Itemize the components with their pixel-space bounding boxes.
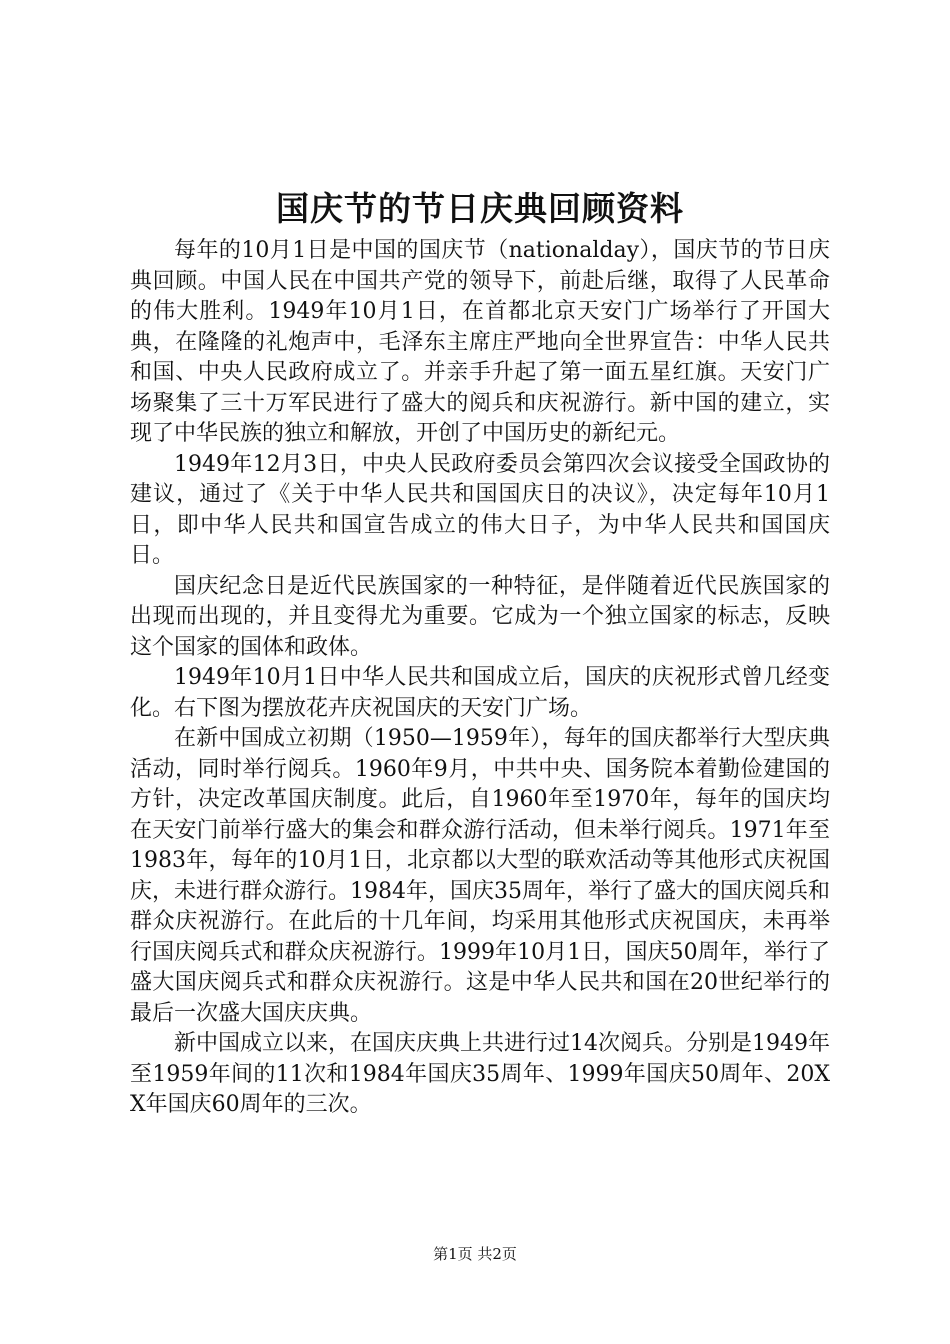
paragraph-4: 1949年10月1日中华人民共和国成立后，国庆的庆祝形式曾几经变化。右下图为摆放花卉庆祝国庆的天安门广场。 bbox=[130, 665, 830, 721]
document-page bbox=[130, 186, 830, 1121]
paragraph-2: 1949年12月3日，中央人民政府委员会第四次会议接受全国政协的建议，通过了《关于中华人民共和国国庆日的决议》，决定每年10月1日，即中华人民共和国宣告成立的伟大日子，为中华人民共和国国庆日。 bbox=[130, 451, 830, 568]
paragraph-1: 每年的10月1日是中国的国庆节（nationalday），国庆节的节日庆典回顾。中国人民在中国共产党的领导下，前赴后继，取得了人民革命的伟大胜利。1949年10月1日，在首都北京天安门广场举行了开国大典，在隆隆的礼炮声中，毛泽东主席庄严地向全世界宣告：中华人民共和国、中央人民政府成立了。并亲手升起了第一面五星红旗。天安门广场聚集了三十万军民进行了盛大的阅兵和庆祝游行。新中国的建立，实现了中华民族的独立和解放，开创了中国历史的新纪元。 bbox=[130, 238, 830, 446]
page-footer: 第1页 共2页 bbox=[433, 1245, 517, 1263]
paragraph-3: 国庆纪念日是近代民族国家的一种特征，是伴随着近代民族国家的出现而出现的，并且变得尤为重要。它成为一个独立国家的标志，反映这个国家的国体和政体。 bbox=[130, 573, 830, 660]
document-title: 国庆节的节日庆典回顾资料 bbox=[276, 189, 684, 228]
paragraph-5: 在新中国成立初期（1950—1959年），每年的国庆都举行大型庆典活动，同时举行阅兵。1960年9月，中共中央、国务院本着勤俭建国的方针，决定改革国庆制度。此后，自1960年至1970年，每年的国庆均在天安门前举行盛大的集会和群众游行活动，但未举行阅兵。1971年至1983年，每年的10月1日，北京都以大型的联欢活动等其他形式庆祝国庆，未进行群众游行。1984年，国庆35周年，举行了盛大的国庆阅兵和群众庆祝游行。在此后的十几年间，均采用其他形式庆祝国庆，未再举行国庆阅兵式和群众庆祝游行。1999年10月1日，国庆50周年，举行了盛大国庆阅兵式和群众庆祝游行。这是中华人民共和国在20世纪举行的最后一次盛大国庆庆典。 bbox=[130, 726, 830, 1026]
paragraph-6: 新中国成立以来，在国庆庆典上共进行过14次阅兵。分别是1949年至1959年间的11次和1984年国庆35周年、1999年国庆50周年、20XX年国庆60周年的三次。 bbox=[130, 1031, 831, 1117]
